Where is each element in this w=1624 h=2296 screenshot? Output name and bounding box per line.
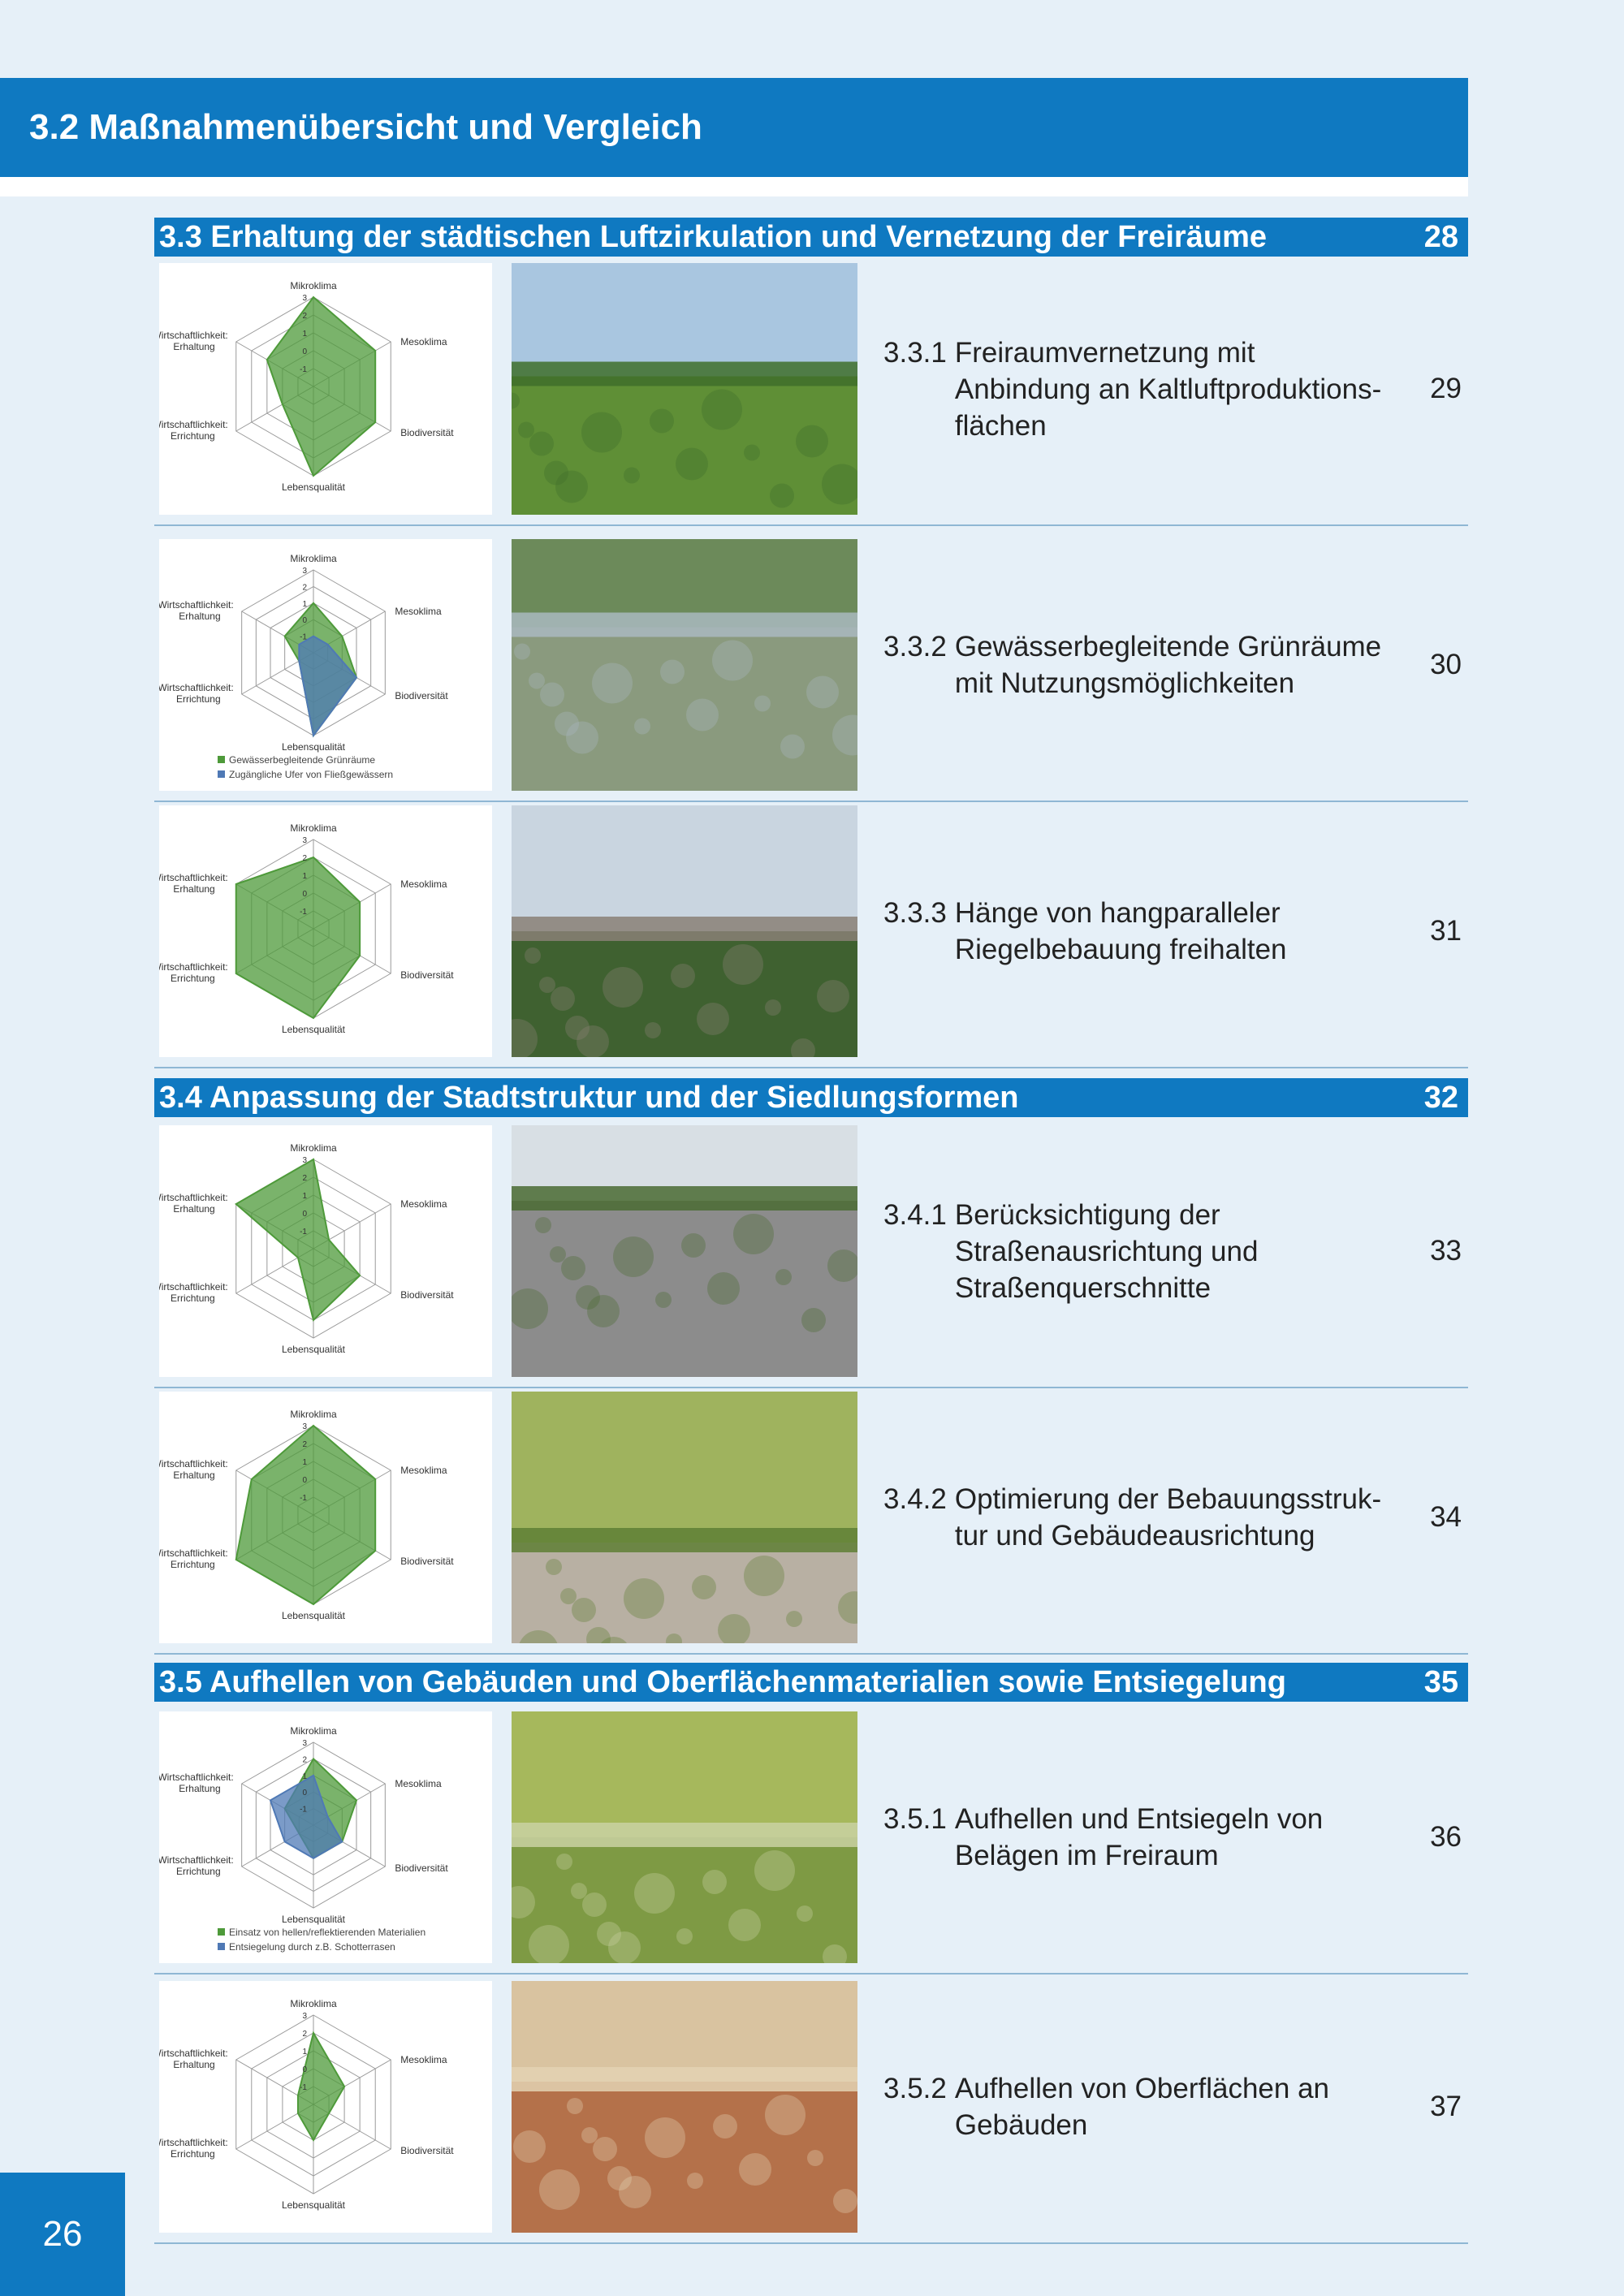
radar-axis-label: Mesoklima <box>400 1198 447 1210</box>
photo <box>512 1392 857 1643</box>
radar-chart <box>159 263 492 515</box>
radar-axis-label: Wirtschaftlichkeit: Erhaltung <box>159 1192 228 1215</box>
radar-tick-label: 1 <box>302 872 307 881</box>
radar-axis-label: Mikroklima <box>290 1142 337 1154</box>
radar-chart <box>159 805 492 1057</box>
radar-tick-label: 0 <box>302 2065 307 2074</box>
radar-axis-label: Biodiversität <box>400 1556 454 1567</box>
item-number: 3.3.1 <box>883 336 947 369</box>
radar-axis-label: Lebensqualität <box>281 1914 346 1925</box>
radar-tick-label: 0 <box>302 890 307 899</box>
radar-axis-label: Lebensqualität <box>281 1344 346 1355</box>
radar-chart <box>159 539 492 791</box>
item-title-line: Gebäuden <box>954 2109 1088 2141</box>
item-title <box>955 1481 1381 1554</box>
item-number: 3.4.1 <box>883 1198 947 1231</box>
radar-axis-label: Lebensqualität <box>281 1610 346 1621</box>
item-page: 37 <box>1430 2091 1462 2122</box>
radar-axis-label: Mikroklima <box>290 822 337 834</box>
legend-swatch <box>218 1928 225 1936</box>
radar-axis-label: Wirtschaftlichkeit: Errichtung <box>159 1281 228 1304</box>
item-title-line: Freiraumvernetzung mit <box>954 336 1255 369</box>
radar-axis-label: Wirtschaftlichkeit: Erhaltung <box>159 1458 228 1481</box>
radar-axis-label: Wirtschaftlichkeit: Erhaltung <box>159 872 228 895</box>
item-title <box>955 2070 1329 2143</box>
radar-tick-label: 2 <box>302 1755 307 1765</box>
photo-scene <box>512 1392 857 1643</box>
radar-series-green <box>236 1159 360 1320</box>
radar-tick-label: 3 <box>302 1739 307 1748</box>
item-text <box>883 1981 1411 2233</box>
radar-tick-label: 1 <box>302 599 307 609</box>
photo-scene <box>512 805 857 1057</box>
radar-tick-label: 2 <box>302 583 307 593</box>
radar-axis-label: Mesoklima <box>395 606 442 617</box>
radar-tick-label: -1 <box>300 2083 307 2092</box>
section-title: 3.5 Aufhellen von Gebäuden und Oberflächenmaterialien sowie Entsiegelung <box>159 1664 1286 1699</box>
row-divider <box>154 1067 1468 1068</box>
radar-tick-label: 1 <box>302 1458 307 1467</box>
radar-tick-label: 1 <box>302 1192 307 1201</box>
radar-tick-label: 0 <box>302 1210 307 1219</box>
row-divider <box>154 801 1468 802</box>
item-page: 31 <box>1430 915 1462 947</box>
radar-axis-label: Wirtschaftlichkeit: Erhaltung <box>159 330 228 352</box>
radar-axis-label: Biodiversität <box>395 1862 448 1874</box>
item-title-line: Straßenquerschnitte <box>954 1271 1212 1304</box>
radar-tick-label: 0 <box>302 1476 307 1485</box>
radar-axis-label: Mesoklima <box>395 1778 442 1789</box>
item-title-line: Belägen im Freiraum <box>954 1840 1219 1871</box>
section-title: 3.3 Erhaltung der städtischen Luftzirkulation und Vernetzung der Freiräume <box>159 219 1267 254</box>
section-page: 32 <box>1423 1080 1458 1115</box>
chart-panel <box>159 1711 492 1963</box>
section-header-3.4[interactable] <box>154 1078 1468 1117</box>
photo <box>512 539 857 791</box>
radar-chart <box>159 1392 492 1643</box>
photo <box>512 1981 857 2233</box>
item-title-line: mit Nutzungsmöglichkeiten <box>954 667 1295 699</box>
section-title: 3.4 Anpassung der Stadtstruktur und der Siedlungsformen <box>159 1080 1019 1115</box>
item-number: 3.4.2 <box>883 1483 947 1515</box>
radar-axis-label: Wirtschaftlichkeit: Erhaltung <box>159 1772 234 1794</box>
radar-axis-label: Biodiversität <box>400 969 454 981</box>
row-divider <box>154 1653 1468 1655</box>
radar-tick-label: 3 <box>302 1422 307 1431</box>
item-title-line: Hänge von hangparalleler <box>954 897 1281 929</box>
item-title <box>955 1197 1259 1306</box>
page-number <box>0 2173 125 2296</box>
photo-scene <box>512 539 857 791</box>
radar-axis-label: Mikroklima <box>290 553 337 564</box>
radar-axis-label: Wirtschaftlichkeit: Errichtung <box>159 419 228 442</box>
radar-tick-label: 3 <box>302 567 307 576</box>
chart-panel <box>159 805 492 1057</box>
section-page: 28 <box>1423 219 1458 254</box>
chart-panel <box>159 1392 492 1643</box>
legend-label: Entsiegelung durch z.B. Schotterrasen <box>229 1941 395 1953</box>
radar-tick-label: 0 <box>302 1789 307 1798</box>
item-title <box>955 895 1287 968</box>
item-title-line: Riegelbebauung freihalten <box>954 934 1287 965</box>
radar-axis-label: Wirtschaftlichkeit: Errichtung <box>159 2137 228 2160</box>
radar-axis-label: Mesoklima <box>400 878 447 890</box>
radar-chart <box>159 1981 492 2233</box>
photo <box>512 1711 857 1963</box>
radar-series-green <box>236 1426 375 1604</box>
photo <box>512 1125 857 1377</box>
legend-swatch <box>218 770 225 778</box>
item-number: 3.5.1 <box>883 1803 947 1835</box>
radar-axis-label: Wirtschaftlichkeit: Errichtung <box>159 961 228 984</box>
radar-tick-label: 1 <box>302 2048 307 2056</box>
item-title <box>955 334 1381 444</box>
radar-tick-label: -1 <box>300 1494 307 1503</box>
item-page: 33 <box>1430 1235 1462 1267</box>
photo-scene <box>512 1125 857 1377</box>
item-title <box>955 1801 1323 1874</box>
radar-axis-label: Lebensqualität <box>281 2199 346 2211</box>
radar-tick-label: 3 <box>302 294 307 303</box>
radar-axis-label: Wirtschaftlichkeit: Errichtung <box>159 682 234 705</box>
radar-axis-label: Lebensqualität <box>281 481 346 493</box>
chapter-header <box>0 78 1468 177</box>
radar-axis-label: Mikroklima <box>290 1998 337 2009</box>
row-divider <box>154 524 1468 526</box>
radar-axis-label: Mikroklima <box>290 1725 337 1737</box>
legend-label: Zugängliche Ufer von Fließgewässern <box>229 769 394 780</box>
item-number: 3.3.2 <box>883 631 947 662</box>
radar-tick-label: 3 <box>302 2012 307 2021</box>
item-page: 34 <box>1430 1501 1462 1533</box>
radar-axis-label: Biodiversität <box>400 427 454 438</box>
item-title-line: flächen <box>954 409 1047 442</box>
radar-tick-label: 2 <box>302 1440 307 1449</box>
page-number-text: 26 <box>42 2214 83 2254</box>
item-title <box>955 628 1381 701</box>
radar-axis-label: Mikroklima <box>290 1409 337 1420</box>
item-title-line: tur und Gebäudeausrichtung <box>954 1520 1315 1552</box>
legend-swatch <box>218 756 225 763</box>
radar-tick-label: -1 <box>300 632 307 642</box>
item-page: 36 <box>1430 1821 1462 1853</box>
chart-panel <box>159 539 492 791</box>
radar-chart <box>159 1125 492 1377</box>
item-page: 29 <box>1430 373 1462 404</box>
legend-label: Gewässerbegleitende Grünräume <box>229 754 376 766</box>
radar-axis-label: Wirtschaftlichkeit: Erhaltung <box>159 599 234 622</box>
radar-tick-label: 3 <box>302 1156 307 1165</box>
radar-tick-label: 1 <box>302 330 307 339</box>
item-text <box>883 1392 1411 1643</box>
radar-tick-label: 2 <box>302 2030 307 2039</box>
chart-panel <box>159 1125 492 1377</box>
item-title-line: Aufhellen und Entsiegeln von <box>954 1803 1324 1835</box>
photo-scene <box>512 1981 857 2233</box>
item-text <box>883 1711 1411 1963</box>
radar-chart <box>159 1711 492 1963</box>
radar-axis-label: Lebensqualität <box>281 741 346 753</box>
radar-axis-label: Biodiversität <box>400 2145 454 2156</box>
item-text <box>883 805 1411 1057</box>
radar-tick-label: 2 <box>302 854 307 863</box>
legend-label: Einsatz von hellen/reflektierenden Materialien <box>229 1927 426 1938</box>
photo <box>512 263 857 515</box>
chart-panel <box>159 1981 492 2233</box>
row-divider <box>154 1387 1468 1388</box>
item-title-line: Aufhellen von Oberflächen an <box>954 2073 1330 2104</box>
section-header-3.5[interactable] <box>154 1663 1468 1702</box>
row-divider <box>154 2242 1468 2244</box>
radar-tick-label: -1 <box>300 908 307 917</box>
radar-axis-label: Mesoklima <box>400 1465 447 1476</box>
item-text <box>883 1125 1411 1377</box>
item-number: 3.5.2 <box>883 2073 947 2104</box>
item-number: 3.3.3 <box>883 897 947 929</box>
legend-swatch <box>218 1943 225 1950</box>
item-title-line: Gewässerbegleitende Grünräume <box>954 631 1382 662</box>
radar-tick-label: 2 <box>302 312 307 321</box>
radar-tick-label: 2 <box>302 1174 307 1183</box>
radar-axis-label: Biodiversität <box>395 690 448 701</box>
radar-series-green <box>236 857 360 1018</box>
radar-tick-label: 0 <box>302 347 307 356</box>
chapter-title: 3.2 Maßnahmenübersicht und Vergleich <box>29 107 702 147</box>
item-title-line: Berücksichtigung der <box>954 1198 1220 1231</box>
item-text <box>883 539 1411 791</box>
radar-axis-label: Wirtschaftlichkeit: Errichtung <box>159 1854 234 1877</box>
radar-axis-label: Biodiversität <box>400 1289 454 1301</box>
radar-tick-label: 0 <box>302 616 307 626</box>
radar-tick-label: 1 <box>302 1772 307 1781</box>
header-divider <box>0 177 1468 196</box>
photo <box>512 805 857 1057</box>
photo-scene <box>512 263 857 515</box>
radar-axis-label: Wirtschaftlichkeit: Erhaltung <box>159 2048 228 2070</box>
row-divider <box>154 1973 1468 1974</box>
item-title-line: Straßenausrichtung und <box>954 1235 1259 1267</box>
radar-axis-label: Mesoklima <box>400 2054 447 2065</box>
radar-tick-label: 3 <box>302 836 307 845</box>
radar-axis-label: Lebensqualität <box>281 1024 346 1035</box>
item-text <box>883 263 1411 515</box>
radar-axis-label: Mesoklima <box>400 336 447 347</box>
item-page: 30 <box>1430 649 1462 680</box>
item-title-line: Anbindung an Kaltluftproduktions- <box>954 373 1382 405</box>
radar-axis-label: Wirtschaftlichkeit: Errichtung <box>159 1547 228 1570</box>
radar-tick-label: -1 <box>300 1805 307 1815</box>
radar-tick-label: -1 <box>300 365 307 374</box>
item-title-line: Optimierung der Bebauungsstruk- <box>954 1483 1382 1515</box>
radar-axis-label: Mikroklima <box>290 280 337 291</box>
radar-tick-label: -1 <box>300 1228 307 1236</box>
section-header-3.3[interactable] <box>154 218 1468 257</box>
photo-scene <box>512 1711 857 1963</box>
chart-panel <box>159 263 492 515</box>
section-page: 35 <box>1423 1664 1458 1699</box>
